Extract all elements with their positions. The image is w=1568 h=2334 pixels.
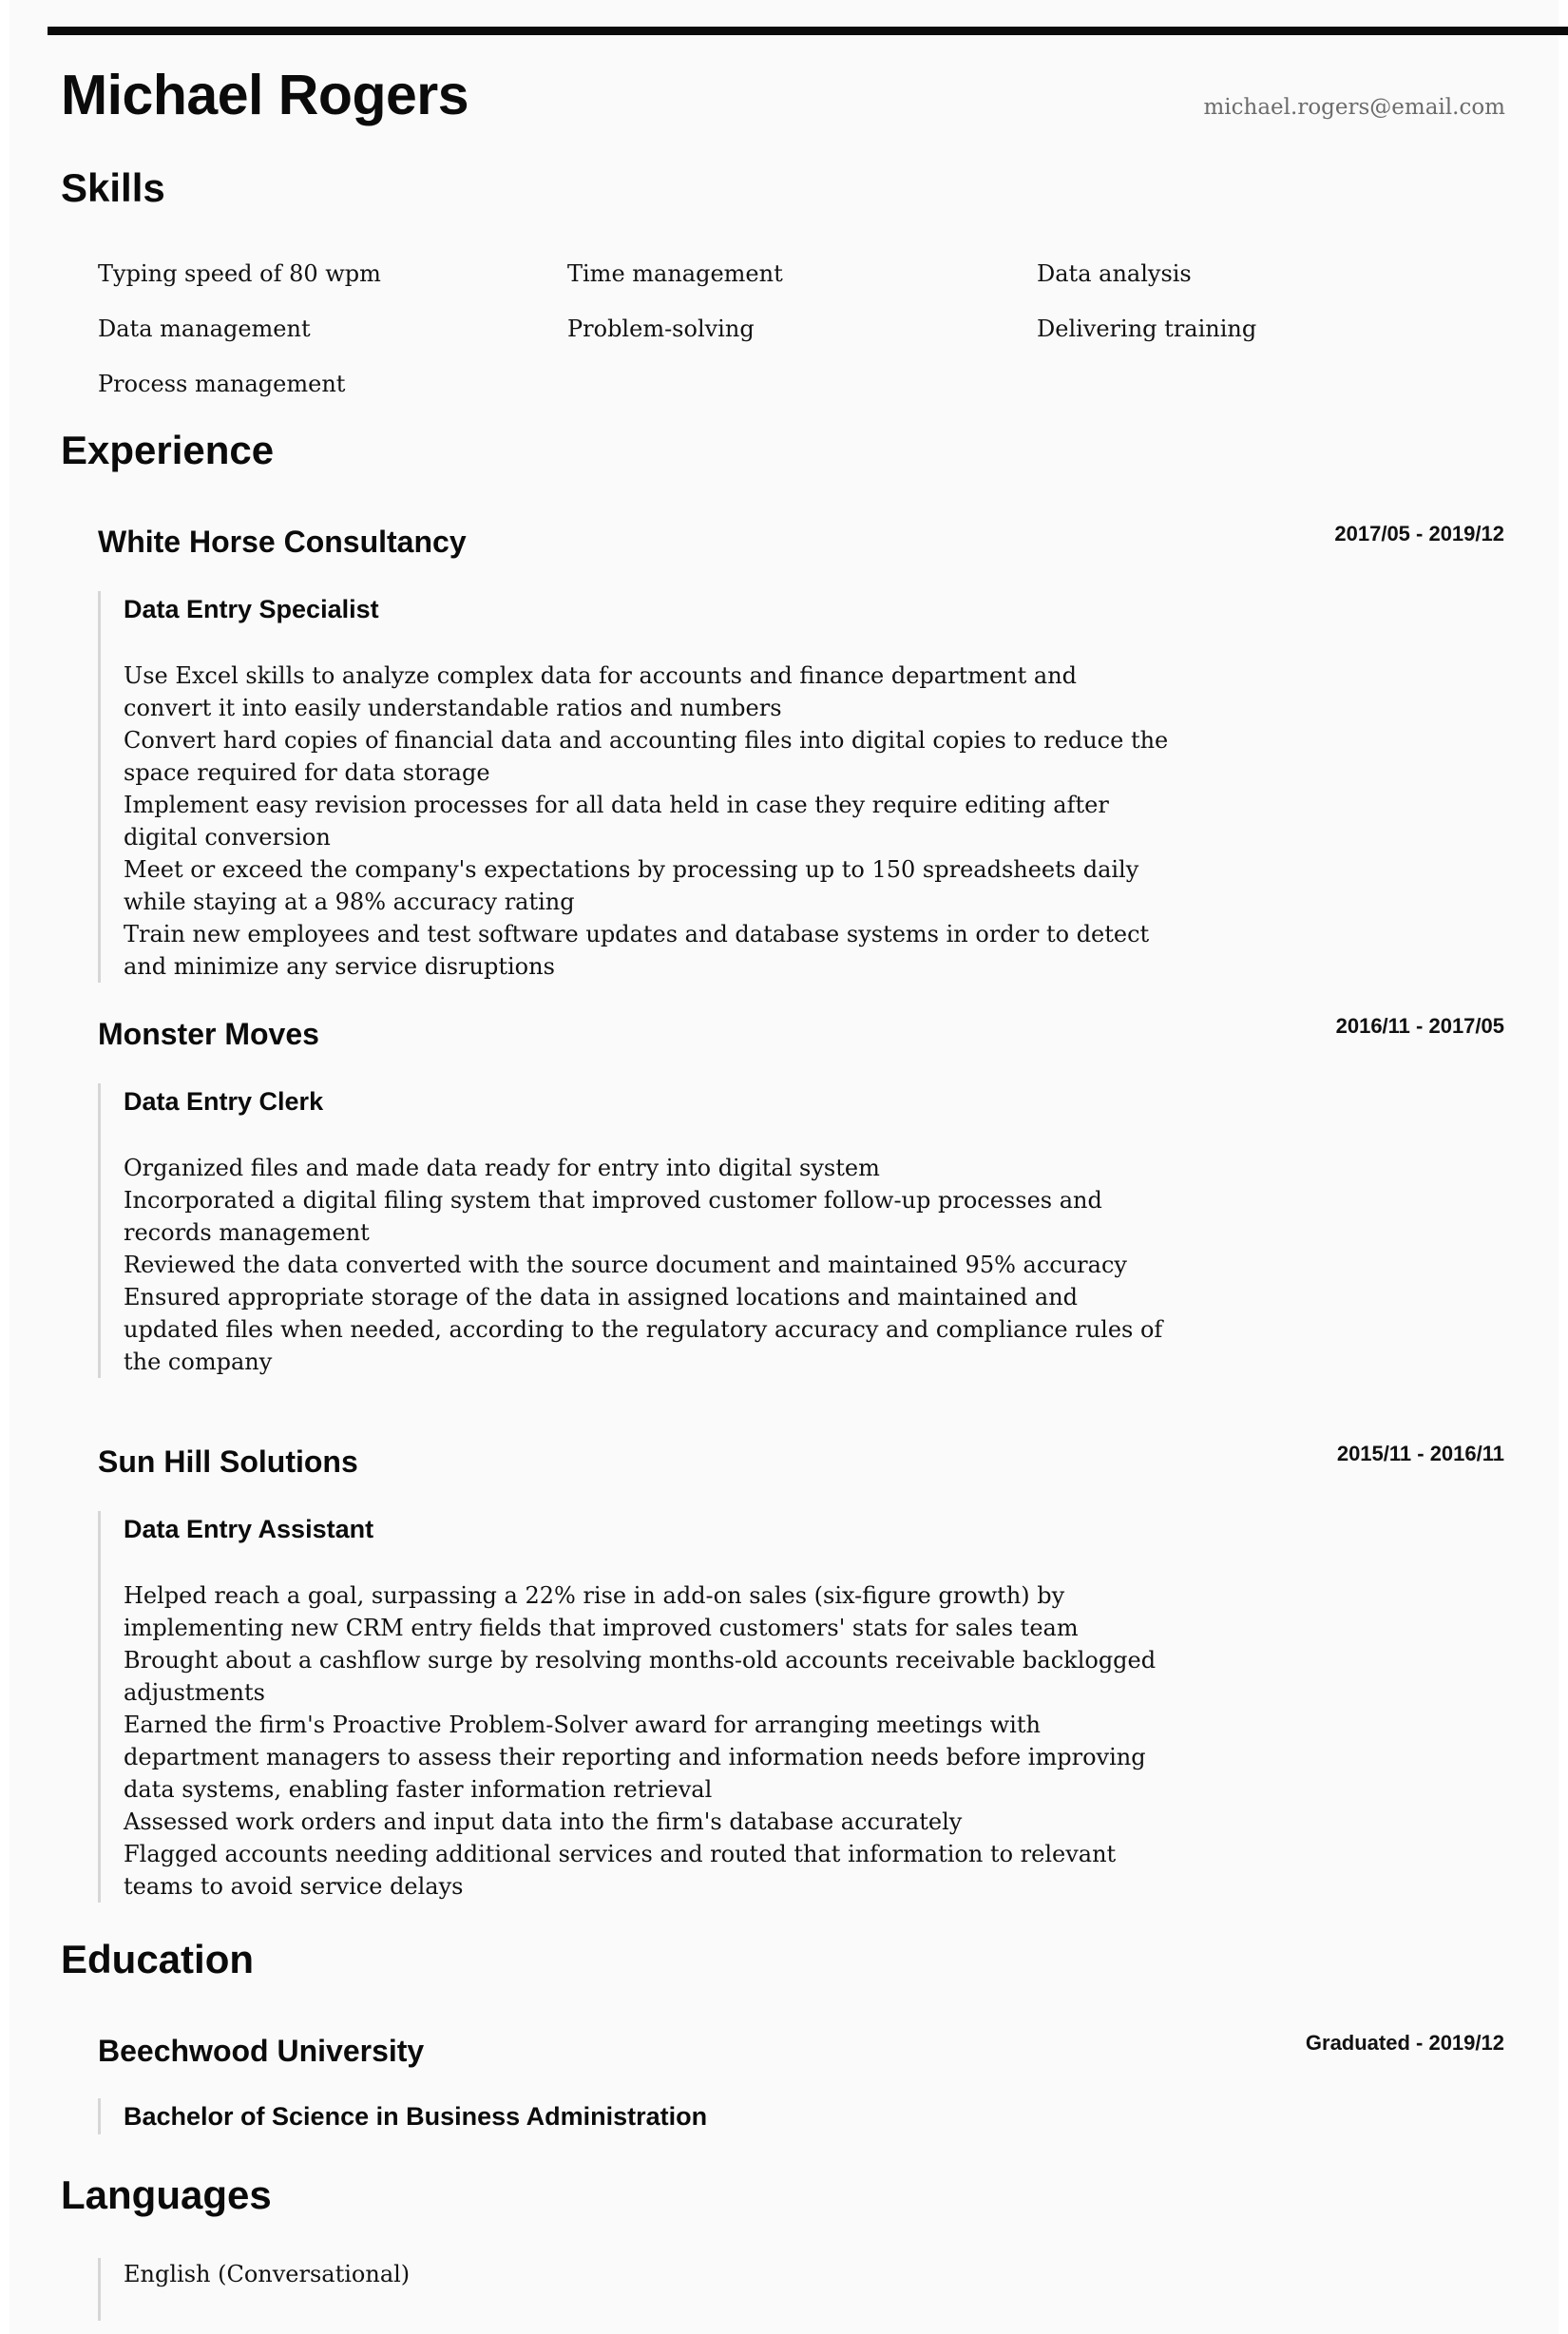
skills-grid [98, 255, 1504, 420]
email-address[interactable]: michael.rogers@email.com [1203, 95, 1505, 120]
job-bullets [124, 1152, 1169, 1378]
skill-item: Time management [567, 260, 783, 287]
job-bullet: Assessed work orders and input data into the firm's database accurately [124, 1808, 963, 1835]
job-bullets [124, 1579, 1169, 1903]
company-name: Monster Moves [98, 1017, 319, 1051]
graduation-date: Graduated - 2019/12 [1305, 2031, 1504, 2055]
resume-page [10, 0, 1558, 2334]
job-bullet: Convert hard copies of financial data and accounting files into digital copies to reduce the space required for data storage [124, 727, 1169, 786]
school-name: Beechwood University [98, 2034, 425, 2068]
section-title-experience: Experience [61, 428, 275, 472]
skill-item: Data analysis [1037, 260, 1192, 287]
job-bullet: Reviewed the data converted with the source document and maintained 95% accuracy [124, 1252, 1127, 1278]
education-header [98, 2030, 1504, 2072]
job-dates: 2017/05 - 2019/12 [1334, 522, 1504, 545]
section-title-languages: Languages [61, 2172, 272, 2217]
section-title-skills: Skills [61, 165, 165, 210]
section-title-education: Education [61, 1937, 255, 1981]
job-bullets [124, 660, 1169, 983]
job-title: Data Entry Specialist [124, 595, 379, 623]
job-dates: 2016/11 - 2017/05 [1335, 1014, 1504, 1038]
job-dates: 2015/11 - 2016/11 [1336, 1442, 1504, 1465]
job-header [98, 521, 1504, 563]
company-name: Sun Hill Solutions [98, 1444, 358, 1479]
job-bullet: Meet or exceed the company's expectations by processing up to 150 spreadsheets daily while staying at a 98% accuracy rating [124, 856, 1139, 915]
job-title: Data Entry Clerk [124, 1087, 324, 1116]
job-details [98, 1083, 1169, 1378]
job-header [98, 1013, 1504, 1055]
top-rule [48, 27, 1568, 35]
company-name: White Horse Consultancy [98, 525, 467, 559]
skill-item: Typing speed of 80 wpm [98, 260, 381, 287]
job-bullet: Use Excel skills to analyze complex data for accounts and finance department and convert it into easily understandable ratios and numbers [124, 662, 1078, 721]
job-details [98, 591, 1169, 983]
degree-name: Bachelor of Science in Business Administration [124, 2102, 708, 2131]
job-bullet: Train new employees and test software updates and database systems in order to detect and minimize any service disruptions [124, 921, 1150, 980]
job-header [98, 1441, 1504, 1483]
job-title: Data Entry Assistant [124, 1515, 374, 1543]
skill-item: Process management [98, 371, 346, 397]
skill-item: Delivering training [1037, 316, 1257, 342]
job-bullet: Brought about a cashflow surge by resolving months-old accounts receivable backlogged adjustments [124, 1647, 1157, 1706]
job-bullet: Organized files and made data ready for entry into digital system [124, 1155, 880, 1181]
job-bullet: Flagged accounts needing additional services and routed that information to relevant teams to avoid service delays [124, 1841, 1117, 1900]
skill-item: Problem-solving [567, 316, 755, 342]
skill-item: Data management [98, 316, 311, 342]
job-details [98, 1511, 1169, 1903]
header [61, 57, 1505, 133]
job-bullet: Ensured appropriate storage of the data in assigned locations and maintained and updated files when needed, according to the regulatory accuracy and compliance rules of the company [124, 1284, 1163, 1375]
job-bullet: Implement easy revision processes for all data held in case they require editing after digital conversion [124, 792, 1109, 851]
language-item: English (Conversational) [124, 2261, 411, 2287]
job-bullet: Earned the firm's Proactive Problem-Solver award for arranging meetings with department managers to assess their reporting and information needs before improving data systems, enabling faster information retrieval [124, 1712, 1146, 1803]
job-bullet: Incorporated a digital filing system that improved customer follow-up processes and records management [124, 1187, 1102, 1246]
education-details [98, 2098, 1169, 2134]
job-bullet: Helped reach a goal, surpassing a 22% rise in add-on sales (six-figure growth) by implementing new CRM entry fields that improved customers' stats for sales team [124, 1582, 1079, 1641]
languages-list [98, 2258, 1169, 2321]
candidate-name: Michael Rogers [61, 64, 469, 126]
